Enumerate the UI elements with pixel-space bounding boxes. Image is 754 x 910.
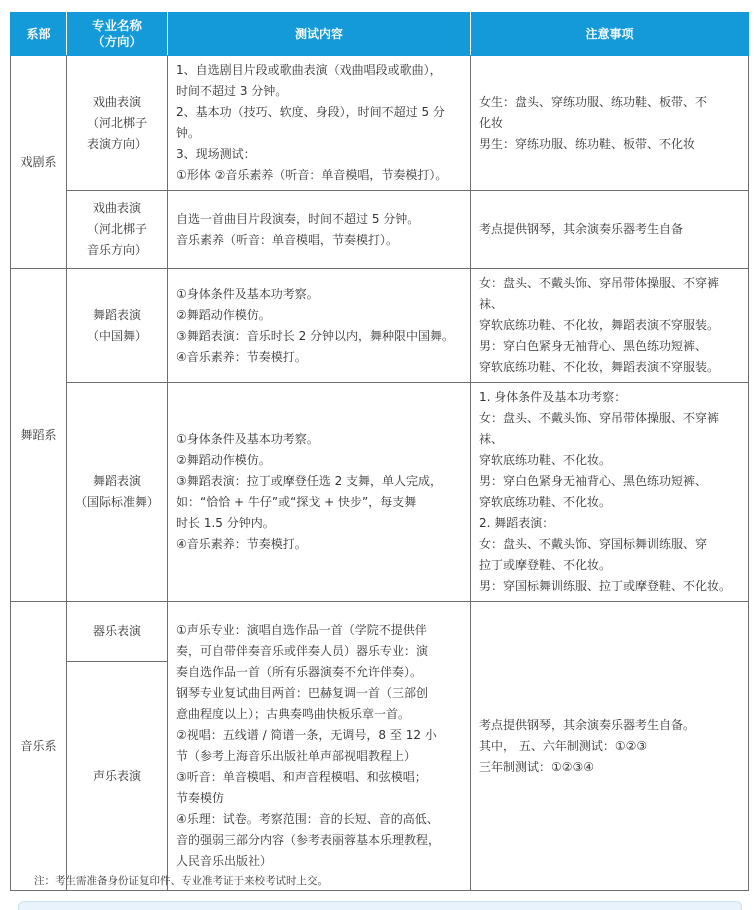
table-row (11, 383, 749, 602)
major-cell (67, 602, 168, 662)
major-cell (67, 56, 168, 191)
content-text: 1、自选剧目片段或歌曲表演（戏曲唱段或歌曲）， 时间不超过 3 分钟。 2、基本功（技巧、软度、身段），时间不超过 5 分钟。 3、现场测试： ①形体 ②音乐素养（听音：单音模唱，节奏模打）。 (176, 63, 448, 182)
content-cell (168, 191, 471, 269)
exam-requirements-table (10, 12, 749, 891)
dept-drama: 戏剧系 (11, 56, 67, 269)
header-dept: 系部 (11, 13, 67, 56)
major-cell (67, 191, 168, 269)
header-major-line1: 专业名称 (91, 18, 142, 33)
content-cell (168, 602, 471, 891)
major-label: 戏曲表演 （河北梆子 表演方向） (86, 94, 147, 151)
major-cell (67, 269, 168, 383)
notes-text: 考点提供钢琴，其余演奏乐器考生自备。 其中， 五、六年制测试：①②③ 三年制测试：①②③④ (479, 717, 696, 774)
dept-dance: 舞蹈系 (11, 269, 67, 602)
notes-cell (471, 56, 749, 191)
content-cell (168, 383, 471, 602)
major-label: 舞蹈表演 （国际标准舞） (74, 474, 159, 509)
content-text: 自选一首曲目片段演奏，时间不超过 5 分钟。 音乐素养（听音：单音模唱，节奏模打）。 (176, 211, 420, 247)
footnote: 注：考生需准备身份证复印件、专业准考证于来校考试时上交。 (34, 875, 328, 887)
notes-cell (471, 383, 749, 602)
dept-music: 音乐系 (11, 602, 67, 891)
content-text: ①身体条件及基本功考察。 ②舞蹈动作模仿。 ③舞蹈表演：音乐时长 2 分钟以内，舞种限中国舞。 ④音乐素养：节奏模打。 (176, 286, 455, 364)
major-label: 戏曲表演 （河北梆子 音乐方向） (86, 201, 147, 257)
notes-text: 1. 身体条件及基本功考察： 女：盘头、不戴头饰、穿吊带体操服、不穿裤袜、 穿软底练功鞋、不化妆。 男：穿白色紧身无袖背心、黑色练功短裤、 穿软底练功鞋、不化妆。 2. 舞蹈表演： 女：盘头、不戴头饰、穿国标舞训练服、穿 拉丁或摩登鞋、不化妆。 男：穿国标舞训练服、拉丁或摩登鞋、不化妆。 (479, 390, 732, 593)
table-header-row (11, 13, 749, 56)
notes-text: 女生：盘头、穿练功服、练功鞋、板带、不 化妆 男生：穿练功服、练功鞋、板带、不化妆 (479, 94, 708, 151)
major-label: 声乐表演 (92, 768, 141, 783)
content-text: ①身体条件及基本功考察。 ②舞蹈动作模仿。 ③舞蹈表演：拉丁或摩登任选 2 支舞，单人完成， 如：“恰恰 + 牛仔”或“探戈 + 快步”，每支舞 时长 1.5 分钟内。 ④音乐素养：节奏模打。 (176, 432, 443, 551)
header-content: 测试内容 (168, 13, 471, 56)
notes-cell (471, 602, 749, 891)
major-label: 舞蹈表演 （中国舞） (86, 307, 147, 343)
header-notes: 注意事项 (471, 13, 749, 56)
major-label: 器乐表演 (92, 624, 141, 638)
table-row (11, 602, 749, 662)
content-cell (168, 56, 471, 191)
content-cell (168, 269, 471, 383)
table-row (11, 269, 749, 383)
header-major-line2: （方向） (91, 34, 142, 49)
major-cell (67, 662, 168, 891)
table-row (11, 56, 749, 191)
major-cell (67, 383, 168, 602)
notes-text: 考点提供钢琴，其余演奏乐器考生自备 (479, 222, 684, 236)
table-row (11, 191, 749, 269)
notes-cell (471, 269, 749, 383)
notes-cell (471, 191, 749, 269)
notes-text: 女：盘头、不戴头饰、穿吊带体操服、不穿裤袜、 穿软底练功鞋、不化妆，舞蹈表演不穿服装。 男：穿白色紧身无袖背心、黑色练功短裤、 穿软底练功鞋、不化妆，舞蹈表演不穿服装。 (479, 276, 720, 374)
header-major (67, 13, 168, 56)
content-text: ①声乐专业：演唱自选作品一首（学院不提供伴 奏，可自带伴奏音乐或伴奏人员）器乐专业：演 奏自选作品一首（所有乐器演奏不允许伴奏）。 钢琴专业复试曲目两首：巴赫复调一首（三部创 意曲程度以上）；古典奏鸣曲快板乐章一首。 ②视唱：五线谱 / 简谱一条，无调号，8 至 12 小 节（参考上海音乐出版社单声部视唱教程上） ③听音：单音模唱、和声音程模唱、和弦模唱； 节奏模仿 ④乐理：试卷。考察范围：音的长短、音的高低、 音的强弱三部分内容（参考表丽蓉基本乐理教程， 人民音乐出版社） (176, 623, 441, 868)
